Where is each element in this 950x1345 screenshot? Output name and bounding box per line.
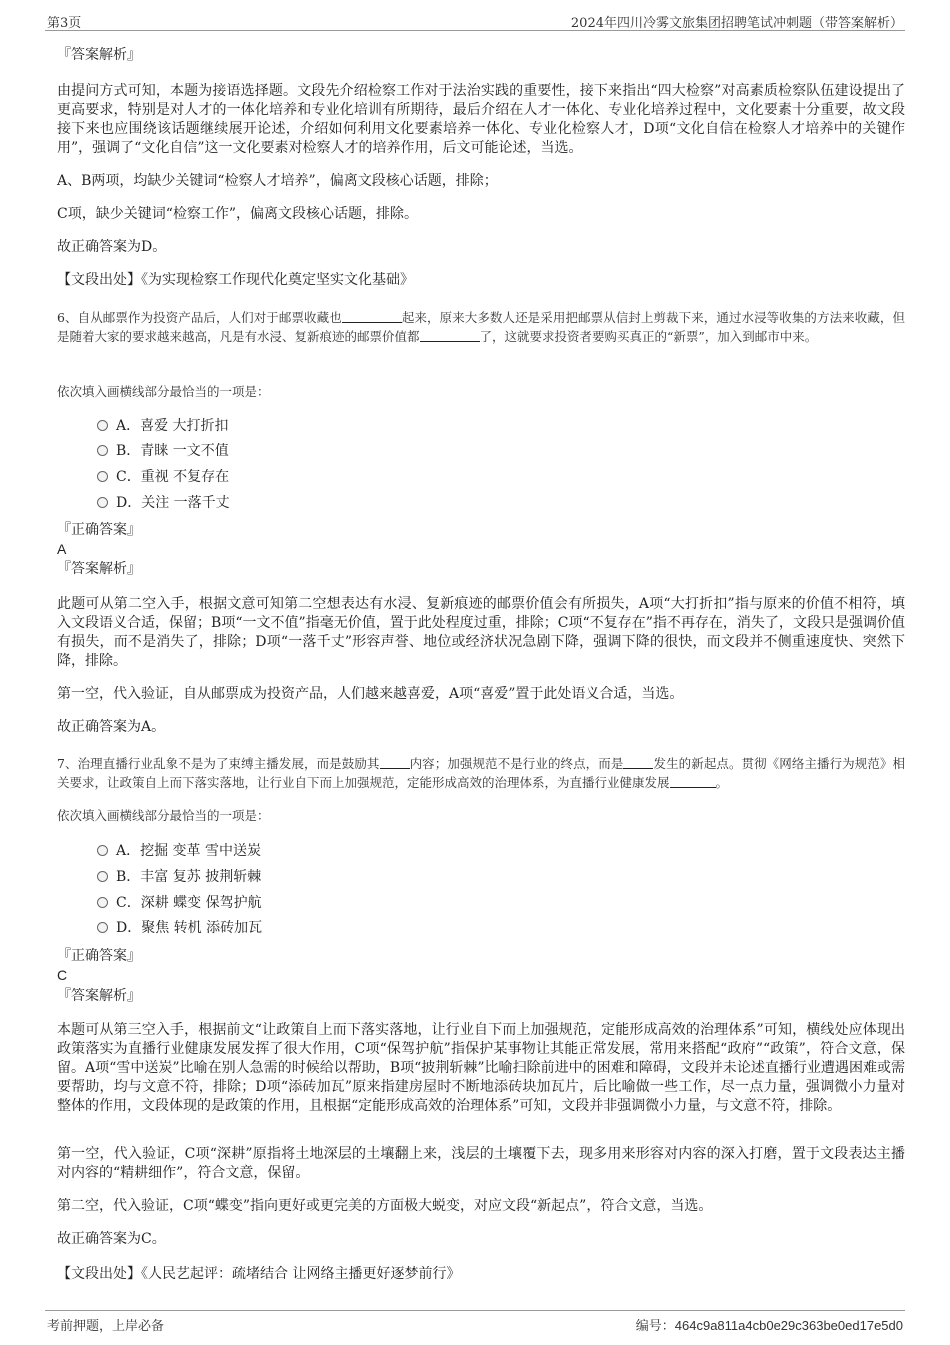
page-number: 第3页: [47, 16, 82, 31]
q7-correct-answer: C: [57, 967, 68, 983]
q7-option-b-label: B．丰富 复苏 披荆斩棘: [116, 869, 262, 885]
q6-stem-a: 6、自从邮票作为投资产品后，人们对于邮票收藏也: [57, 310, 342, 325]
footer-slogan: 考前押题，上岸必备: [47, 1319, 165, 1334]
q7-analysis-p4: 故正确答案为C。: [57, 1231, 166, 1247]
q7-analysis-p3: 第二空，代入验证，C项“蝶变”指向更好或更完美的方面极大蜕变，对应文段“新起点”，符合文意，当选。: [57, 1198, 713, 1214]
q6-blank-2: [420, 329, 480, 342]
q6-blank-1: [342, 310, 402, 323]
q7-instruction: 依次填入画横线部分最恰当的一项是：: [57, 808, 270, 823]
q6-option-c-label: C．重视 不复存在: [116, 469, 230, 485]
q5-source: 【文段出处】《为实现检察工作现代化奠定坚实文化基础》: [57, 272, 414, 288]
radio-icon[interactable]: [97, 897, 108, 908]
q5-analysis-label: 『答案解析』: [57, 47, 141, 63]
q7-correct-label: 『正确答案』: [57, 948, 141, 964]
q7-option-c[interactable]: [97, 893, 262, 913]
q7-stem-b: 内容；加强规范不是行业的终点，而是: [409, 756, 624, 771]
q6-analysis-p3: 故正确答案为A。: [57, 719, 166, 735]
q7-option-d[interactable]: [97, 918, 262, 938]
radio-icon[interactable]: [97, 871, 108, 882]
q6-instruction: 依次填入画横线部分最恰当的一项是：: [57, 384, 270, 399]
q7-option-b[interactable]: [97, 867, 261, 887]
radio-icon[interactable]: [97, 420, 108, 431]
q6-option-c[interactable]: [97, 467, 229, 487]
q6-option-b[interactable]: [97, 441, 229, 461]
q6-option-d[interactable]: [97, 493, 230, 513]
q6-option-a[interactable]: [97, 416, 229, 436]
q6-analysis-p2: 第一空，代入验证，自从邮票成为投资产品，人们越来越喜爱，A项“喜爱”置于此处语义合适，当选。: [57, 686, 684, 702]
q7-analysis-label: 『答案解析』: [57, 988, 141, 1004]
page-footer: [45, 1310, 905, 1337]
radio-icon[interactable]: [97, 845, 108, 856]
q7-source: 【文段出处】《人民艺起评：疏堵结合 让网络主播更好逐梦前行》: [57, 1266, 461, 1282]
q6-analysis-p1: 此题可从第二空入手，根据文意可知第二空想表达有水浸、复新痕迹的邮票价值会有所损失，A项“大打折扣”指与原来的价值不相符，填入文段语义合适，保留；B项“一文不值”指毫无价值，置于此处程度过重，排除；C项“不复存在”指不再存在，消失了，文段只是强调价值有损失，而不是消失了，排除；D项“一落千丈”形容声誉、地位或经济状况急剧下降，强调下降的很快，而文段并不侧重速度快、突然下降，排除。: [57, 596, 905, 669]
q7-stem-c: 发生的新起点。贯彻《网络主播行为规范》相关要求，让政策自上而下落实落地，让行业自下而上加强规范，定能形成高效的治理体系，为直播行业健康发展: [57, 756, 905, 790]
q7-blank-2: [623, 756, 653, 769]
radio-icon[interactable]: [97, 445, 108, 456]
q7-option-c-label: C．深耕 蝶变 保驾护航: [116, 895, 262, 911]
q7-analysis-p1: 本题可从第三空入手，根据前文“让政策自上而下落实落地，让行业自下而上加强规范，定能形成高效的治理体系”可知，横线处应体现出政策落实为直播行业健康发展发挥了很大作用，C项“保驾护航”指保护某事物让其能正常发展，常用来搭配“政府”“政策”，符合文意，保留。A项“雪中送炭”比喻在别人急需的时候给以帮助，B项“披荆斩棘”比喻扫除前进中的困难和障碍，文段并未论述直播行业遭遇困难或需要帮助，均与文意不符，排除；D项“添砖加瓦”原来指建房屋时不断地添砖块加瓦片，后比喻做一些工作，尽一点力量，强调微小力量对整体的作用，文段体现的是政策的作用，且根据“定能形成高效的治理体系”可知，文段并非强调微小力量，与文意不符，排除。: [57, 1022, 905, 1114]
document-id: 编号：464c9a811a4cb0e29c363be0ed17e5d0: [635, 1318, 903, 1333]
q7-stem: [57, 754, 905, 792]
q5-analysis-p3: C项，缺少关键词“检察工作”，偏离文段核心话题，排除。: [57, 206, 419, 222]
radio-icon[interactable]: [97, 471, 108, 482]
q6-option-b-label: B．青睐 一文不值: [116, 443, 229, 459]
q6-option-a-label: A．喜爱 大打折扣: [116, 418, 229, 434]
q5-analysis-p1: 由提问方式可知，本题为接语选择题。文段先介绍检察工作对于法治实践的重要性，接下来指出“四大检察”对高素质检察队伍建设提出了更高要求，特别是对人才的一体化培养和专业化培训有所期待，最后介绍在人才一体化、专业化培养过程中，文化要素十分重要，故文段接下来也应围绕该话题继续展开论述，介绍如何利用文化要素培养一体化、专业化检察人才，D项“文化自信在检察人才培养中的关键作用”，强调了“文化自信”这一文化要素对检察人才的培养作用，后文可能论述，当选。: [57, 83, 905, 156]
q7-option-d-label: D．聚焦 转机 添砖加瓦: [116, 920, 263, 936]
q6-option-d-label: D．关注 一落千丈: [116, 495, 230, 511]
q6-stem-b: 起来，原来大多数人还是采用把邮票从信封上剪裁下来，通过水浸等收集的方法来收藏，但是随着大家的要求越来越高，凡是有水浸、复新痕迹的邮票价值都: [57, 310, 905, 344]
radio-icon[interactable]: [97, 922, 108, 933]
q7-analysis-p2: 第一空，代入验证，C项“深耕”原指将土地深层的土壤翻上来，浅层的土壤覆下去，现多用来形容对内容的深入打磨，置于文段表达主播对内容的“精耕细作”，符合文意，保留。: [57, 1146, 905, 1181]
q6-stem-c: 了，这就要求投资者要购买真正的“新票”，加入到邮市中来。: [479, 329, 818, 344]
q7-stem-d: 。: [715, 775, 729, 790]
q5-analysis-p2: A、B两项，均缺少关键词“检察人才培养”，偏离文段核心话题，排除；: [57, 173, 498, 189]
document-title: 2024年四川冷雾文旅集团招聘笔试冲刺题（带答案解析）: [570, 16, 903, 31]
q7-blank-1: [380, 756, 410, 769]
q6-correct-label: 『正确答案』: [57, 522, 141, 538]
page-header: [45, 8, 905, 31]
radio-icon[interactable]: [97, 497, 108, 508]
q7-stem-a: 7、治理直播行业乱象不是为了束缚主播发展，而是鼓励其: [57, 756, 380, 771]
q7-option-a[interactable]: [97, 841, 261, 861]
q7-blank-3: [670, 775, 716, 788]
q5-analysis-p4: 故正确答案为D。: [57, 239, 167, 255]
q6-stem: [57, 308, 905, 346]
q6-correct-answer: A: [57, 541, 67, 557]
q7-option-a-label: A．挖掘 变革 雪中送炭: [116, 843, 262, 859]
q6-analysis-label: 『答案解析』: [57, 561, 141, 577]
